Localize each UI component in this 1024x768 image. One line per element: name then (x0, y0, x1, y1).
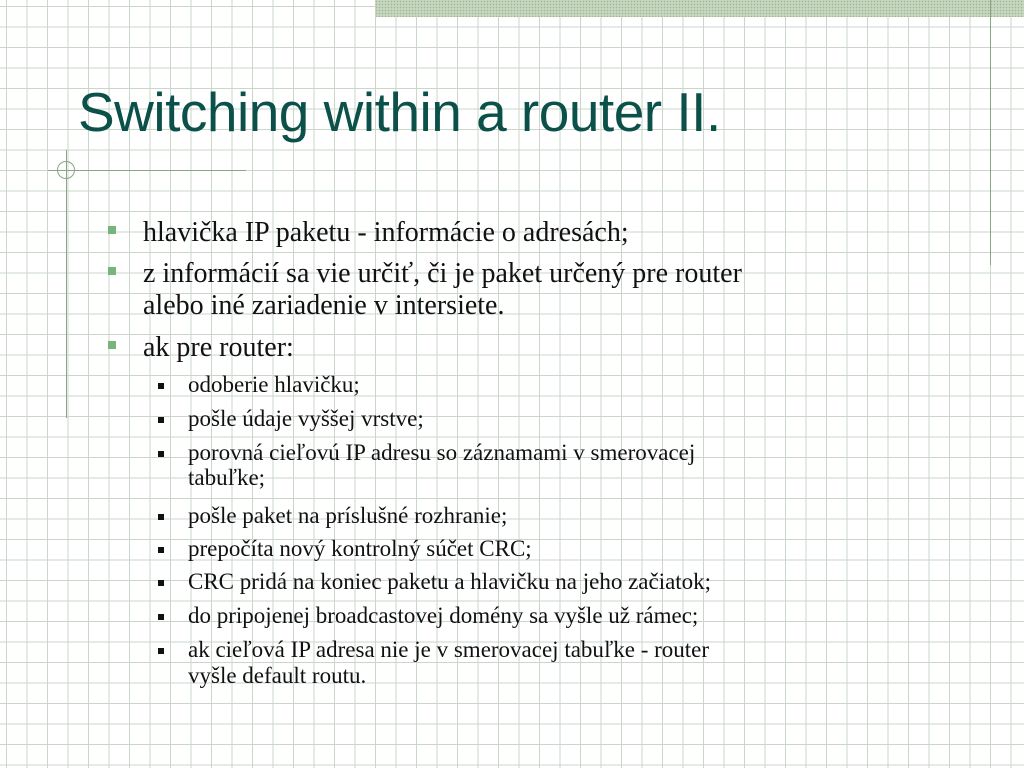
sub-bullet-text: pošle paket na príslušné rozhranie; (188, 503, 508, 528)
sub-bullet-text-continuation (188, 664, 948, 688)
bullet-text: z informácií sa vie určiť, či je paket určený pre router (143, 258, 742, 289)
decorative-left-rule (66, 150, 67, 418)
small-square-bullet-icon (158, 383, 164, 389)
small-square-bullet-icon (158, 451, 164, 457)
bullet-item (143, 333, 983, 363)
bullet-item (143, 218, 983, 248)
title-underline-rule (48, 170, 246, 171)
sub-bullet-text: odoberie hlavičku; (188, 372, 360, 397)
sub-bullet-text: prepočíta nový kontrolný súčet CRC; (188, 536, 532, 561)
sub-bullet-item (188, 407, 948, 431)
square-bullet-icon (108, 267, 116, 275)
sub-bullet-text: pošle údaje vyššej vrstve; (188, 406, 424, 431)
sub-bullet-text: CRC pridá na koniec paketu a hlavičku na jeho začiatok; (188, 569, 712, 594)
sub-bullet-text-continuation (188, 466, 948, 490)
decorative-top-band (375, 0, 1024, 17)
circle-ornament-icon (57, 161, 75, 179)
sub-bullet-item (188, 504, 948, 528)
small-square-bullet-icon (158, 580, 164, 586)
sub-bullet-text: vyšle default routu. (188, 663, 367, 688)
decorative-right-rule (990, 0, 991, 265)
square-bullet-icon (108, 341, 116, 349)
bullet-text-continuation (143, 291, 983, 321)
bullet-text: ak pre router: (143, 332, 294, 363)
bullet-item (143, 259, 983, 289)
slide-title: Switching within a router II. (78, 81, 721, 143)
small-square-bullet-icon (158, 648, 164, 654)
sub-bullet-text: tabuľke; (188, 465, 266, 490)
small-square-bullet-icon (158, 614, 164, 620)
sub-bullet-item (188, 638, 948, 662)
square-bullet-icon (108, 226, 116, 234)
small-square-bullet-icon (158, 514, 164, 520)
small-square-bullet-icon (158, 547, 164, 553)
sub-bullet-item (188, 373, 948, 397)
sub-bullet-item (188, 604, 948, 628)
sub-bullet-item (188, 441, 948, 465)
sub-bullet-item (188, 537, 948, 561)
sub-bullet-text: porovná cieľovú IP adresu so záznamami v smerovacej (188, 440, 696, 465)
sub-bullet-item (188, 570, 948, 594)
small-square-bullet-icon (158, 417, 164, 423)
bullet-text: alebo iné zariadenie v intersiete. (143, 290, 505, 321)
sub-bullet-text: ak cieľová IP adresa nie je v smerovacej tabuľke - router (188, 637, 710, 662)
sub-bullet-text: do pripojenej broadcastovej domény sa vyšle už rámec; (188, 603, 699, 628)
bullet-text: hlavička IP paketu - informácie o adresách; (143, 217, 629, 248)
